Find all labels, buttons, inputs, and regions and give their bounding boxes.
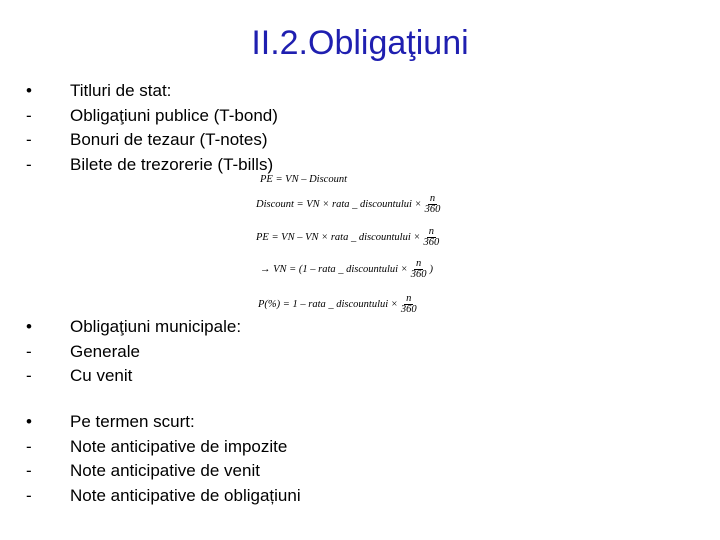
fraction-numerator: n: [416, 258, 422, 269]
formula-text: Discount = VN × rata _ discountului ×: [256, 199, 422, 210]
list-heading: [26, 79, 278, 104]
dash-marker: -: [26, 436, 32, 456]
dash-marker: -: [26, 461, 32, 480]
bullet-icon: •: [26, 317, 32, 336]
fraction-numerator: n: [428, 226, 434, 237]
dash-marker: -: [26, 154, 32, 174]
list-item: [26, 364, 241, 389]
list-item: [26, 435, 301, 460]
discount-formulas: [256, 170, 476, 318]
fraction: [421, 227, 441, 248]
list-item: [26, 128, 278, 153]
section-municipal-bonds: [26, 315, 241, 389]
heading-text: Obligaţiuni municipale:: [70, 317, 242, 336]
fraction-numerator: n: [429, 193, 436, 204]
section-government-securities: [26, 79, 278, 177]
fraction-denominator: 360: [400, 304, 417, 315]
list-item: [26, 104, 278, 129]
item-text: Bilete de trezorerie (T-bills): [70, 154, 274, 174]
slide-title: II.2.Obligaţiuni: [251, 24, 469, 62]
formula-vn: [260, 259, 433, 280]
fraction-numerator: n: [406, 293, 412, 304]
heading-text: Pe termen scurt:: [70, 412, 195, 431]
list-item: [26, 459, 301, 484]
fraction-denominator: 360: [423, 237, 440, 248]
formula-text: → VN = (1 – rata _ discountului ×: [260, 264, 408, 275]
list-heading: [26, 315, 241, 340]
list-heading: [26, 410, 301, 435]
formula-text: PE = VN – Discount: [260, 174, 347, 185]
formula-text: P(%) = 1 – rata _ discountului ×: [258, 299, 398, 310]
list-item: [26, 340, 241, 365]
dash-marker: -: [26, 105, 32, 125]
item-text: Cu venit: [70, 366, 133, 385]
item-text: Bonuri de tezaur (T-notes): [70, 130, 268, 149]
formula-text: PE = VN – VN × rata _ discountului ×: [256, 232, 421, 243]
formula-text: ): [429, 264, 434, 275]
fraction: [399, 294, 419, 315]
fraction-denominator: 360: [424, 204, 441, 215]
dash-marker: -: [26, 366, 32, 385]
formula-pe-discount: [260, 174, 347, 185]
item-text: Generale: [70, 341, 140, 361]
formula-price-percent: [258, 294, 420, 315]
dash-marker: -: [26, 485, 32, 505]
dash-marker: -: [26, 341, 32, 361]
item-text: Note anticipative de impozite: [70, 436, 288, 456]
formula-pe-expanded: [256, 227, 442, 248]
dash-marker: -: [26, 130, 32, 149]
list-item: [26, 484, 301, 509]
heading-text: Titluri de stat:: [70, 81, 172, 100]
formula-discount: [256, 194, 443, 215]
bullet-icon: •: [26, 81, 32, 100]
item-text: Note anticipative de venit: [70, 461, 260, 480]
fraction-denominator: 360: [410, 269, 427, 280]
fraction: [423, 194, 443, 215]
fraction: [409, 259, 429, 280]
section-short-term: [26, 410, 301, 508]
bullet-icon: •: [26, 412, 32, 431]
item-text: Note anticipative de obligațiuni: [70, 485, 301, 505]
item-text: Obligaţiuni publice (T-bond): [70, 105, 278, 125]
list-item: [26, 153, 278, 178]
